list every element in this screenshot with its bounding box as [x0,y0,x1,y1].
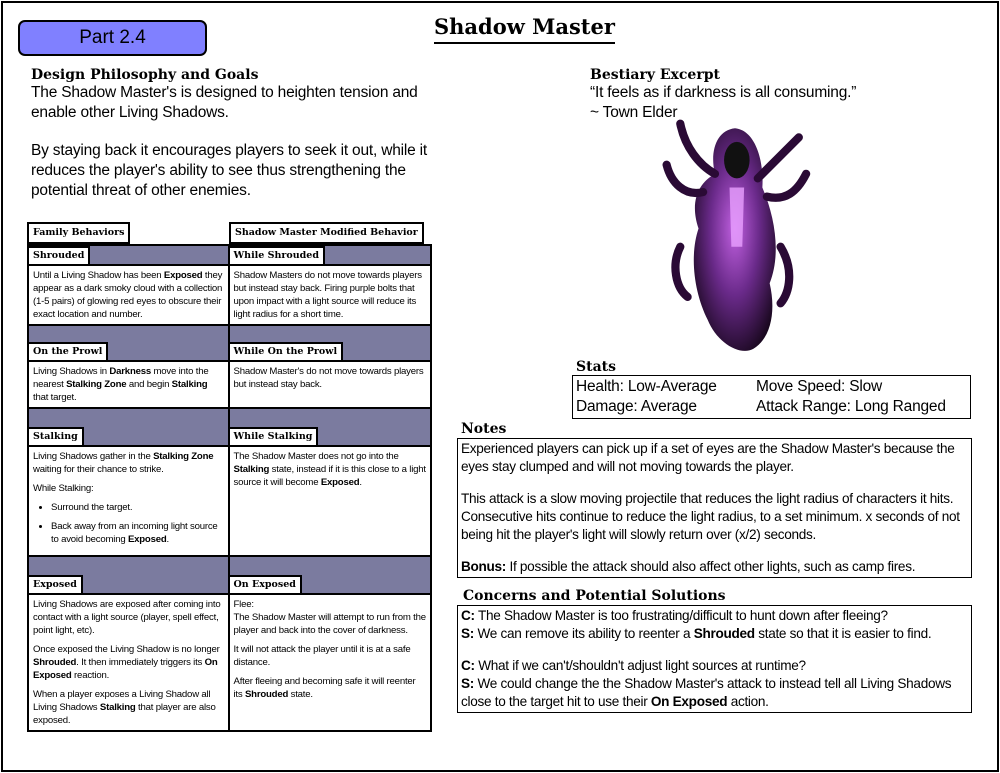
section-bar-row [29,326,430,362]
section-bar-row [29,246,430,266]
paragraph: Living Shadows in Darkness move into the nearest Stalking Zone and begin Stalking that target. [33,366,209,403]
bestiary-heading: Bestiary Excerpt [590,67,720,83]
notes-content [461,440,968,576]
paragraph: Living Shadows gather in the Stalking Zone waiting for their chance to strike. [33,451,214,475]
section-label: Stalking [29,427,84,445]
section-bar [29,246,230,264]
section-body [29,266,230,324]
section-body [230,362,431,407]
page-title: Shadow Master [434,14,615,44]
section-label: On Exposed [230,575,302,593]
stat-attack-range: Attack Range: Long Ranged [756,398,946,415]
paragraph: This attack is a slow moving projectile that reduces the light radius of characters it hits. Consecutive hits continue to reduce the light radius, to a set minimum. x seconds of not being hit the player's light will slowly return over (x/2) seconds. [461,491,960,542]
paragraph: Living Shadows are exposed after coming into contact with a light source (player, spell effect, point light, etc). [33,599,221,636]
section-body-row [29,447,430,557]
section-body [230,595,431,730]
paragraph: Bonus: If possible the attack should also affect other lights, such as camp fires. [461,559,916,574]
concerns-content [461,607,968,711]
paragraph: When a player exposes a Living Shadow all Living Shadows Stalking that player are also exposed. [33,689,216,726]
stat-health: Health: Low-Average [576,378,717,395]
modified-behavior-header: Shadow Master Modified Behavior [229,222,424,244]
paragraph: C: What if we can't/shouldn't adjust light sources at runtime? S: We could change the the Shadow Master's attack to instead tell all Living Shadows close to the target hit to use their On Exposed action. [461,658,952,709]
section-bar-row [29,409,430,447]
section-bar [230,557,431,593]
paragraph: C: The Shadow Master is too frustrating/difficult to hunt down after fleeing? S: We can remove its ability to reenter a Shrouded state so that it is easier to find. [461,608,932,641]
design-para-1: The Shadow Master's is designed to heighten tension and enable other Living Shadows. [31,84,418,121]
paragraph: Experienced players can pick up if a set of eyes are the Shadow Master's because the eyes stay clumped and will not moving towards the player. [461,441,955,474]
stats-heading: Stats [576,359,616,375]
section-label: While Stalking [230,427,319,445]
section-body [230,447,431,555]
section-body-row [29,595,430,730]
concerns-box [457,605,972,713]
section-body [29,362,230,407]
section-body-row [29,266,430,326]
shadow-master-illustration [655,110,815,358]
bestiary-quote: “It feels as if darkness is all consuming.” [590,84,857,101]
family-behaviors-header: Family Behaviors [27,222,130,244]
section-label: While Shrouded [230,246,326,264]
paragraph: Shadow Masters do not move towards players but instead stay back. Firing purple bolts that upon impact with a light source will reduce its light radius for a short time. [233,270,422,320]
paragraph: Shadow Master's do not move towards players but instead stay back. [233,366,424,390]
paragraph: Once exposed the Living Shadow is no longer Shrouded. It then immediately triggers its On Exposed reaction. [33,644,220,681]
bullet-item: • Back away from an incoming light source to avoid becoming Exposed. [51,520,224,546]
section-label: Shrouded [29,246,90,264]
stats-box [572,375,971,419]
section-label: Exposed [29,575,83,593]
paragraph: After fleeing and becoming safe it will reenter its Shrouded state. [233,676,416,700]
section-body-row [29,362,430,409]
bestiary-attribution: ~ Town Elder [590,104,678,121]
section-bar [29,326,230,360]
behavior-grid [27,244,432,732]
design-heading: Design Philosophy and Goals [31,67,259,83]
paragraph: The Shadow Master does not go into the Stalking state, instead if it is this close to a light source it will become Exposed. [233,451,426,488]
section-bar [230,326,431,360]
bullet-item: • Surround the target. [51,501,224,514]
notes-heading: Notes [461,421,507,437]
bullet-list [33,501,224,546]
section-bar [230,409,431,445]
notes-box [457,438,972,578]
part-label: Part 2.4 [18,20,207,56]
design-para-2: By staying back it encourages players to seek it out, while it reduces the player's ability to see thus strengthening the potential threat of other enemies. [31,142,427,199]
section-body [29,595,230,730]
paragraph: While Stalking: [33,483,94,494]
paragraph: Until a Living Shadow has been Exposed they appear as a dark smoky cloud with a collection (1-5 pairs) of glowing red eyes to obscure their exact location and number. [33,270,223,320]
section-label: While On the Prowl [230,342,344,360]
design-section [31,67,451,201]
section-body [230,266,431,324]
paragraph: Flee: The Shadow Master will attempt to run from the player and back into the cover of darkness. [233,599,426,636]
section-bar [230,246,431,264]
section-label: On the Prowl [29,342,108,360]
paragraph: It will not attack the player until it is at a safe distance. [233,644,411,668]
table-headers [27,222,432,244]
stat-damage: Damage: Average [576,398,697,415]
concerns-heading: Concerns and Potential Solutions [463,588,726,604]
section-bar [29,557,230,593]
behavior-table [27,222,432,732]
section-bar [29,409,230,445]
section-body [29,447,230,555]
stat-move-speed: Move Speed: Slow [756,378,883,395]
notes-concerns-column [457,421,972,713]
section-bar-row [29,557,430,595]
